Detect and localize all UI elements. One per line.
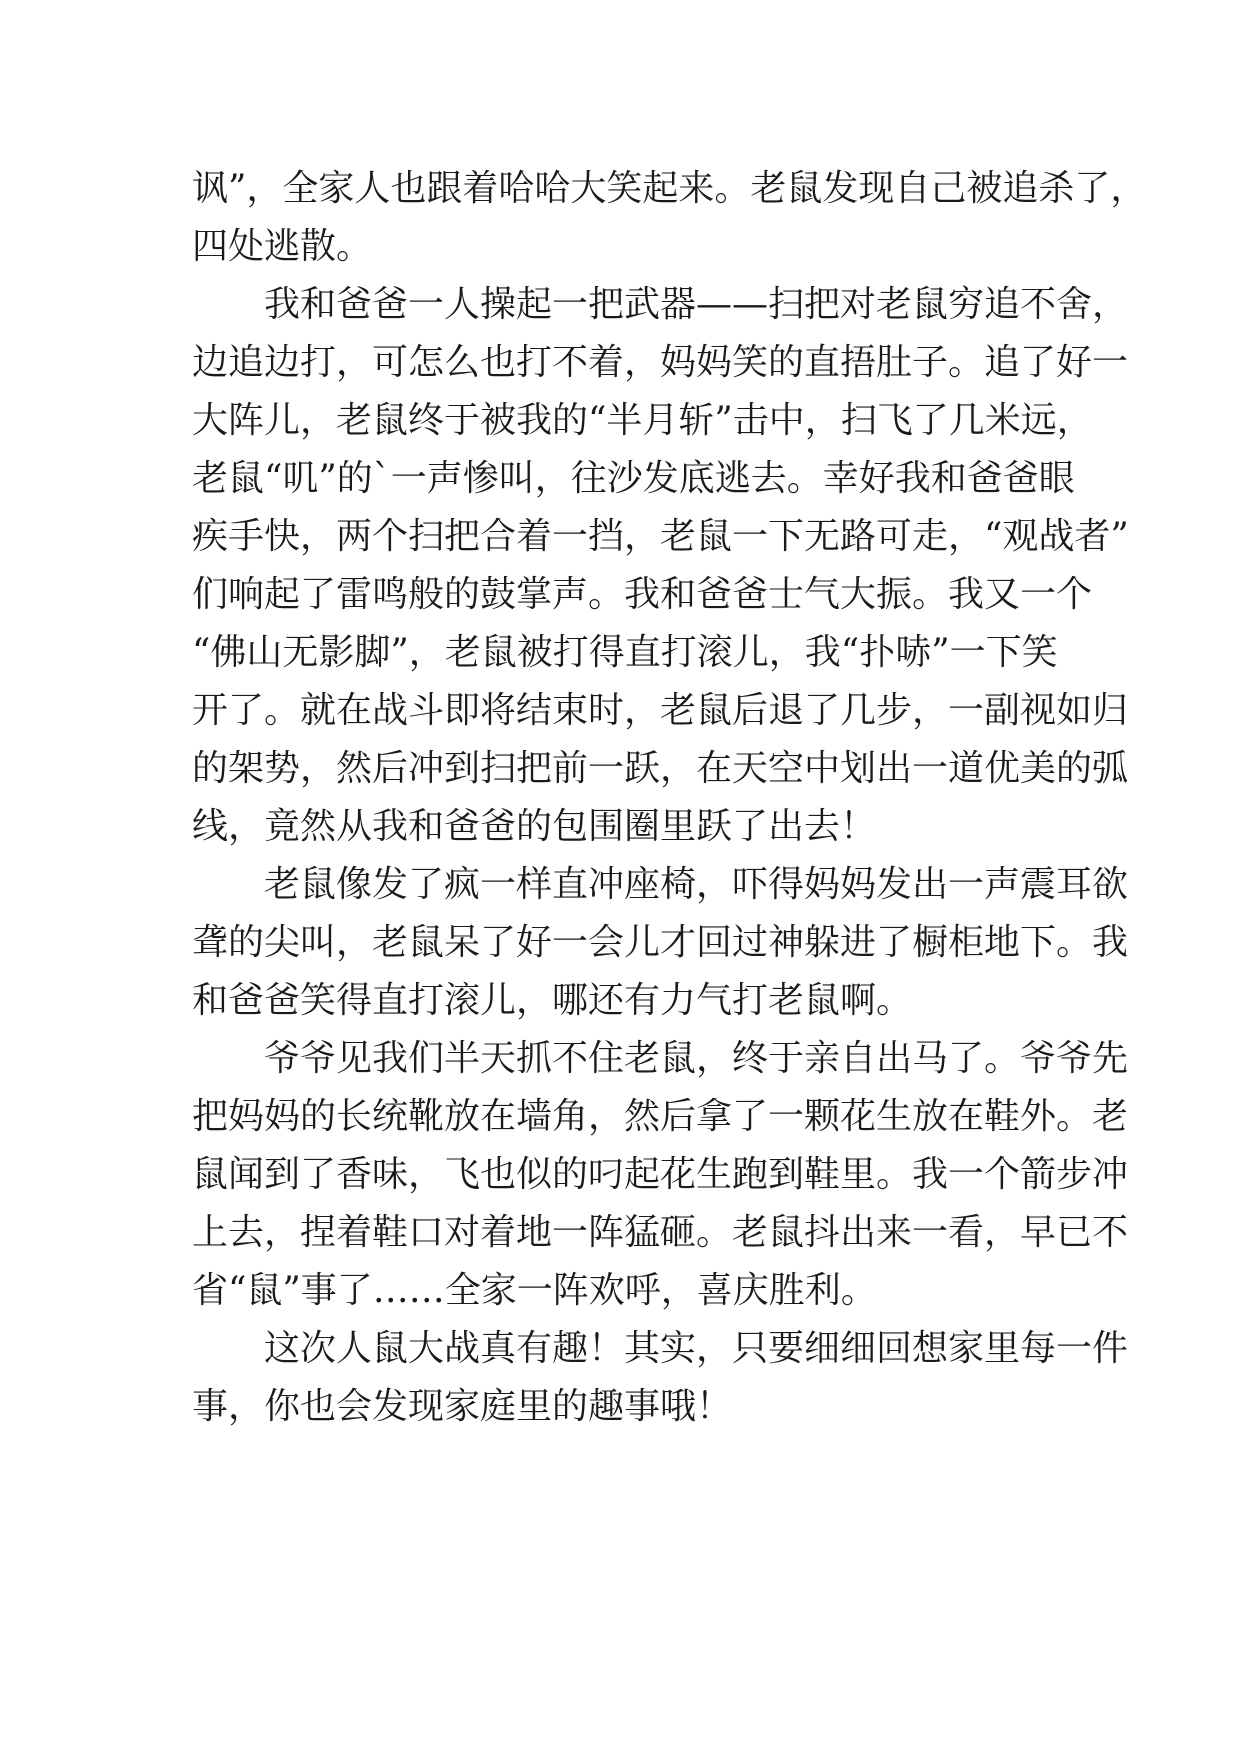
text-line: 开了。就在战斗即将结束时，老鼠后退了几步，一副视如归 bbox=[192, 690, 1129, 731]
paragraph bbox=[192, 160, 1147, 276]
text-line: 我和爸爸一人操起一把武器——扫把对老鼠穷追不舍， bbox=[264, 284, 1129, 325]
text-line: 鼠闻到了香味，飞也似的叼起花生跑到鞋里。我一个箭步冲 bbox=[192, 1154, 1129, 1195]
text-line: 老鼠“叽”的`一声惨叫，往沙发底逃去。幸好我和爸爸眼 bbox=[192, 458, 1075, 499]
document-body bbox=[192, 160, 1147, 1436]
text-line: 省“鼠”事了……全家一阵欢呼，喜庆胜利。 bbox=[192, 1270, 877, 1311]
text-line: 把妈妈的长统靴放在墙角，然后拿了一颗花生放在鞋外。老 bbox=[192, 1096, 1129, 1137]
text-line: 线，竟然从我和爸爸的包围圈里跃了出去！ bbox=[192, 806, 877, 847]
text-line: 爷爷见我们半天抓不住老鼠，终于亲自出马了。爷爷先 bbox=[264, 1038, 1129, 1079]
text-line: 这次人鼠大战真有趣！其实，只要细细回想家里每一件 bbox=[264, 1328, 1129, 1369]
text-line: 聋的尖叫，老鼠呆了好一会儿才回过神躲进了橱柜地下。我 bbox=[192, 922, 1129, 963]
text-line: “佛山无影脚”，老鼠被打得直打滚儿，我“扑哧”一下笑 bbox=[192, 632, 1058, 673]
paragraph bbox=[192, 1320, 1129, 1436]
text-line: 事，你也会发现家庭里的趣事哦！ bbox=[192, 1386, 733, 1427]
paragraph bbox=[192, 856, 1129, 1030]
text-line: 疾手快，两个扫把合着一挡，老鼠一下无路可走，“观战者” bbox=[192, 516, 1129, 557]
text-line: 老鼠像发了疯一样直冲座椅，吓得妈妈发出一声震耳欲 bbox=[264, 864, 1129, 905]
text-line: 和爸爸笑得直打滚儿，哪还有力气打老鼠啊。 bbox=[192, 980, 913, 1021]
text-line: 讽”，全家人也跟着哈哈大笑起来。老鼠发现自己被追杀了， bbox=[192, 168, 1147, 209]
text-line: 的架势，然后冲到扫把前一跃，在天空中划出一道优美的弧 bbox=[192, 748, 1129, 789]
paragraph bbox=[192, 1030, 1129, 1320]
text-line: 们响起了雷鸣般的鼓掌声。我和爸爸士气大振。我又一个 bbox=[192, 574, 1093, 615]
paragraph bbox=[192, 276, 1129, 856]
text-line: 上去，捏着鞋口对着地一阵猛砸。老鼠抖出来一看，早已不 bbox=[192, 1212, 1129, 1253]
text-line: 边追边打，可怎么也打不着，妈妈笑的直捂肚子。追了好一 bbox=[192, 342, 1129, 383]
text-line: 大阵儿，老鼠终于被我的“半月斩”击中，扫飞了几米远， bbox=[192, 400, 1093, 441]
text-line: 四处逃散。 bbox=[192, 226, 373, 267]
